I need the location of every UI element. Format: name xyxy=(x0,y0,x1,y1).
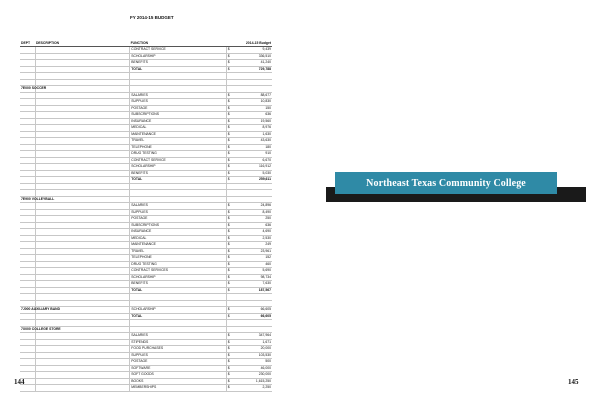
function-cell: MEMBERSHIPS xyxy=(130,385,226,391)
description-cell xyxy=(36,320,130,326)
amount-cell: 636 xyxy=(265,112,272,116)
currency-cell: $ xyxy=(227,365,230,370)
description-cell xyxy=(36,385,130,391)
description-cell xyxy=(36,177,130,183)
function-cell: SCHOLARSHIP xyxy=(130,307,226,313)
dept-cell xyxy=(20,288,36,294)
amount-cell: 10,830 xyxy=(260,99,272,103)
function-cell: STIPENDS xyxy=(130,340,226,346)
description-cell xyxy=(36,216,130,222)
function-cell xyxy=(130,86,226,92)
dept-cell xyxy=(20,54,36,60)
dept-cell xyxy=(20,340,36,346)
description-cell xyxy=(36,346,130,352)
amount-cell: 636 xyxy=(265,222,272,227)
currency-cell xyxy=(227,190,234,196)
amount-cell: 24,896 xyxy=(260,203,272,207)
dept-cell xyxy=(20,359,36,365)
amount-cell: 103,530 xyxy=(258,352,272,357)
dept-cell xyxy=(20,171,36,177)
description-cell xyxy=(36,54,130,60)
function-cell: BENEFITS xyxy=(130,171,226,177)
function-cell: POSTAGE xyxy=(130,359,226,365)
amount-cell: 116,912 xyxy=(259,164,272,168)
function-cell: CONTRACT SERVICE xyxy=(130,158,226,164)
dept-cell xyxy=(20,80,36,86)
description-cell xyxy=(36,262,130,268)
dept-cell xyxy=(20,190,36,196)
currency-cell: $ xyxy=(227,222,230,227)
description-cell xyxy=(36,73,130,79)
dept-cell xyxy=(20,262,36,268)
header-amount: 2014-15 Budget xyxy=(245,40,271,45)
function-cell: SCHOLARSHIP xyxy=(130,164,226,170)
amount-cell: 249 xyxy=(265,242,272,246)
currency-cell: $ xyxy=(227,346,230,350)
amount-cell: 9,439 xyxy=(262,47,272,51)
amount-cell: 5,030 xyxy=(262,170,272,175)
description-cell xyxy=(36,333,130,339)
dept-cell xyxy=(20,177,36,183)
amount-cell: 20,000 xyxy=(260,346,272,350)
amount-cell: 336,510 xyxy=(258,53,272,58)
function-cell: MEDICAL xyxy=(130,125,226,131)
currency-cell: $ xyxy=(227,248,230,253)
function-cell xyxy=(130,327,226,333)
description-cell xyxy=(36,275,130,281)
amount-cell xyxy=(234,86,272,92)
currency-cell xyxy=(227,294,234,300)
amount-cell: 250 xyxy=(265,216,272,220)
header-function: FUNCTION xyxy=(130,40,149,45)
currency-cell: $ xyxy=(227,339,230,344)
amount-cell xyxy=(234,197,272,203)
function-cell: BENEFITS xyxy=(130,60,226,66)
dept-cell xyxy=(20,132,36,138)
function-cell: SALARIES xyxy=(130,333,226,339)
description-cell xyxy=(36,379,130,385)
amount-cell xyxy=(234,294,272,300)
function-cell: MAINTENANCE xyxy=(130,132,226,138)
dept-cell: 7J000 AUXILIARY BAND xyxy=(21,307,61,311)
amount-cell xyxy=(234,327,272,333)
currency-cell: $ xyxy=(227,203,230,207)
function-cell: SOFTWARE xyxy=(130,366,226,372)
amount-cell: 259,611 xyxy=(258,177,272,181)
dept-cell xyxy=(20,320,36,326)
page-number-right: 145 xyxy=(568,378,579,386)
currency-cell: $ xyxy=(227,229,230,233)
currency-cell: $ xyxy=(227,170,230,175)
currency-cell: $ xyxy=(227,385,230,389)
dept-cell xyxy=(20,158,36,164)
dept-cell xyxy=(20,366,36,372)
currency-cell: $ xyxy=(227,313,230,318)
description-cell xyxy=(36,223,130,229)
dept-cell xyxy=(20,236,36,242)
dept-cell xyxy=(20,112,36,118)
function-cell: SALARIES xyxy=(130,203,226,209)
function-cell xyxy=(130,184,226,190)
currency-cell: $ xyxy=(227,151,230,155)
description-cell xyxy=(36,184,130,190)
description-cell xyxy=(36,294,130,300)
currency-cell: $ xyxy=(227,112,230,116)
amount-cell: 19,560 xyxy=(260,118,272,123)
currency-cell: $ xyxy=(227,235,230,240)
function-cell: SUBSCRIPTIONS xyxy=(130,112,226,118)
amount-cell: 1,630 xyxy=(262,131,272,136)
dept-cell xyxy=(20,229,36,235)
amount-cell xyxy=(234,184,272,190)
currency-cell: $ xyxy=(227,333,230,337)
currency-cell: $ xyxy=(227,255,230,259)
budget-table xyxy=(20,38,272,392)
currency-cell xyxy=(227,73,234,79)
amount-cell: 8,976 xyxy=(262,125,272,129)
dept-cell xyxy=(20,314,36,320)
college-banner: Northeast Texas Community College xyxy=(335,172,557,194)
amount-cell: 6,670 xyxy=(262,157,272,162)
amount-cell: 180 xyxy=(265,144,272,149)
function-cell: BOOKS xyxy=(130,379,226,385)
amount-cell: 2,530 xyxy=(262,235,272,240)
description-cell xyxy=(36,47,130,53)
function-cell xyxy=(130,301,226,307)
currency-cell: $ xyxy=(227,47,230,51)
dept-cell xyxy=(20,145,36,151)
function-cell: TRAVEL xyxy=(130,249,226,255)
description-cell xyxy=(36,268,130,274)
dept-cell xyxy=(20,106,36,112)
function-cell: SOFT GOODS xyxy=(130,372,226,378)
description-cell xyxy=(36,60,130,66)
function-cell: SALARIES xyxy=(130,93,226,99)
description-cell xyxy=(36,242,130,248)
header-dept: DEPT xyxy=(21,40,31,45)
description-cell xyxy=(36,359,130,365)
amount-cell: 7,630 xyxy=(262,281,272,285)
description-cell xyxy=(36,210,130,216)
description-cell xyxy=(36,99,130,105)
function-cell: TOTAL xyxy=(130,314,226,320)
currency-cell: $ xyxy=(227,66,230,71)
amount-cell: 152 xyxy=(265,255,272,259)
currency-cell: $ xyxy=(227,164,230,168)
page-title: FY 2014-15 BUDGET xyxy=(130,15,174,20)
function-cell: TOTAL xyxy=(130,67,226,73)
dept-cell xyxy=(20,73,36,79)
page-number-left: 144 xyxy=(14,378,25,386)
function-cell: SUBSCRIPTIONS xyxy=(130,223,226,229)
currency-cell: $ xyxy=(227,131,230,136)
currency-cell: $ xyxy=(227,105,230,110)
currency-cell: $ xyxy=(227,281,230,285)
amount-cell: 910 xyxy=(265,151,272,155)
function-cell: SUPPLIES xyxy=(130,210,226,216)
dept-cell xyxy=(20,353,36,359)
description-cell xyxy=(36,327,130,333)
amount-cell: 187,567 xyxy=(258,287,272,292)
description-cell xyxy=(36,138,130,144)
function-cell: SCHOLARSHIP xyxy=(130,275,226,281)
dept-cell xyxy=(20,281,36,287)
currency-cell: $ xyxy=(227,118,230,123)
description-cell xyxy=(36,171,130,177)
currency-cell: $ xyxy=(227,209,230,214)
description-cell xyxy=(36,106,130,112)
description-cell xyxy=(36,236,130,242)
description-cell xyxy=(36,307,130,313)
dept-cell xyxy=(20,216,36,222)
currency-cell xyxy=(227,80,234,86)
dept-cell xyxy=(20,294,36,300)
currency-cell: $ xyxy=(227,352,230,357)
amount-cell xyxy=(234,301,272,307)
amount-cell: 88,677 xyxy=(260,92,272,97)
description-cell xyxy=(36,93,130,99)
function-cell: TELEPHONE xyxy=(130,255,226,261)
table-row xyxy=(20,385,272,392)
description-cell xyxy=(36,112,130,118)
dept-cell xyxy=(20,67,36,73)
dept-cell xyxy=(20,184,36,190)
amount-cell xyxy=(234,190,272,196)
function-cell xyxy=(130,80,226,86)
function-cell: CONTRACT SERVICES xyxy=(130,268,226,274)
function-cell: INSURANCE xyxy=(130,119,226,125)
dept-cell xyxy=(20,203,36,209)
function-cell xyxy=(130,320,226,326)
currency-cell xyxy=(227,86,234,92)
dept-cell xyxy=(20,268,36,274)
dept-cell: 7E000 SOCCER xyxy=(21,86,47,90)
dept-cell xyxy=(20,119,36,125)
description-cell xyxy=(36,197,130,203)
function-cell: POSTAGE xyxy=(130,106,226,112)
function-cell: TOTAL xyxy=(130,177,226,183)
amount-cell: 230,000 xyxy=(258,372,272,376)
amount-cell: 46,000 xyxy=(260,365,272,370)
dept-cell xyxy=(20,151,36,157)
description-cell xyxy=(36,203,130,209)
function-cell: SCHOLARSHIP xyxy=(130,54,226,60)
description-cell xyxy=(36,80,130,86)
dept-cell xyxy=(20,275,36,281)
description-cell xyxy=(36,314,130,320)
currency-cell: $ xyxy=(227,92,230,97)
function-cell: DRUG TESTING xyxy=(130,262,226,268)
currency-cell: $ xyxy=(227,144,230,149)
amount-cell: 729,788 xyxy=(258,66,272,71)
amount-cell: 500 xyxy=(265,359,272,363)
amount-cell: 23,961 xyxy=(260,248,272,253)
description-cell xyxy=(36,190,130,196)
currency-cell: $ xyxy=(227,359,230,363)
currency-cell: $ xyxy=(227,261,230,266)
currency-cell: $ xyxy=(227,242,230,246)
dept-cell xyxy=(20,99,36,105)
function-cell: POSTAGE xyxy=(130,216,226,222)
description-cell xyxy=(36,158,130,164)
amount-cell: 5,690 xyxy=(262,268,272,272)
description-cell xyxy=(36,86,130,92)
amount-cell xyxy=(234,73,272,79)
currency-cell: $ xyxy=(227,268,230,272)
amount-cell xyxy=(234,80,272,86)
function-cell: TELEPHONE xyxy=(130,145,226,151)
amount-cell: 98,734 xyxy=(260,274,272,279)
amount-cell: 8,490 xyxy=(262,209,272,214)
amount-cell: 4,690 xyxy=(262,229,272,233)
amount-cell: 41,240 xyxy=(260,60,272,64)
dept-cell xyxy=(20,223,36,229)
dept-cell xyxy=(20,93,36,99)
function-cell: MAINTENANCE xyxy=(130,242,226,248)
function-cell: FOOD PURCHASES xyxy=(130,346,226,352)
function-cell: MEDICAL xyxy=(130,236,226,242)
description-cell xyxy=(36,164,130,170)
currency-cell: $ xyxy=(227,274,230,279)
amount-cell: 66,605 xyxy=(260,307,271,311)
description-cell xyxy=(36,249,130,255)
dept-cell xyxy=(20,60,36,66)
description-cell xyxy=(36,372,130,378)
table-body xyxy=(20,47,272,392)
dept-cell xyxy=(20,346,36,352)
description-cell xyxy=(36,366,130,372)
description-cell xyxy=(36,145,130,151)
function-cell: INSURANCE xyxy=(130,229,226,235)
currency-cell xyxy=(227,301,234,307)
function-cell xyxy=(130,197,226,203)
amount-cell: 347,964 xyxy=(258,333,272,337)
function-cell: DRUG TESTING xyxy=(130,151,226,157)
amount-cell: 150 xyxy=(265,105,272,110)
description-cell xyxy=(36,125,130,131)
currency-cell: $ xyxy=(227,99,230,103)
amount-cell xyxy=(234,320,272,326)
currency-cell xyxy=(227,184,234,190)
dept-cell xyxy=(20,372,36,378)
amount-cell: 1,671 xyxy=(262,339,272,344)
dept-cell xyxy=(20,210,36,216)
function-cell: SUPPLIES xyxy=(130,99,226,105)
dept-cell xyxy=(20,138,36,144)
description-cell xyxy=(36,119,130,125)
dept-cell: 7E900 VOLLEYBALL xyxy=(21,196,55,201)
currency-cell xyxy=(227,327,234,333)
function-cell: TOTAL xyxy=(130,288,226,294)
function-cell xyxy=(130,190,226,196)
dept-cell xyxy=(20,249,36,255)
currency-cell: $ xyxy=(227,53,230,58)
function-cell: CONTRACT SERVICE xyxy=(130,47,226,53)
currency-cell: $ xyxy=(227,378,230,383)
function-cell xyxy=(130,294,226,300)
dept-cell xyxy=(20,47,36,53)
description-cell xyxy=(36,229,130,235)
description-cell xyxy=(36,353,130,359)
header-description: DESCRIPTION xyxy=(35,40,60,45)
currency-cell: $ xyxy=(227,287,230,292)
currency-cell xyxy=(227,320,234,326)
currency-cell: $ xyxy=(227,157,230,162)
function-cell: SUPPLIES xyxy=(130,353,226,359)
currency-cell: $ xyxy=(227,307,230,311)
dept-cell xyxy=(20,125,36,131)
description-cell xyxy=(36,301,130,307)
table-header xyxy=(20,38,272,47)
description-cell xyxy=(36,132,130,138)
description-cell xyxy=(36,281,130,287)
currency-cell xyxy=(227,197,234,203)
amount-cell: 2,250 xyxy=(262,385,272,389)
currency-cell: $ xyxy=(227,216,230,220)
currency-cell: $ xyxy=(227,138,230,142)
dept-cell xyxy=(20,333,36,339)
description-cell xyxy=(36,255,130,261)
description-cell xyxy=(36,151,130,157)
amount-cell: 43,630 xyxy=(260,138,272,142)
dept-cell: 7X000 COLLEGE STORE xyxy=(21,326,61,331)
amount-cell: 460 xyxy=(265,261,272,266)
dept-cell xyxy=(20,242,36,248)
dept-cell xyxy=(20,301,36,307)
amount-cell: 66,605 xyxy=(260,313,272,318)
description-cell xyxy=(36,67,130,73)
dept-cell xyxy=(20,164,36,170)
function-cell: TRAVEL xyxy=(130,138,226,144)
currency-cell: $ xyxy=(227,60,230,64)
currency-cell: $ xyxy=(227,125,230,129)
dept-cell xyxy=(20,255,36,261)
function-cell xyxy=(130,73,226,79)
currency-cell: $ xyxy=(227,177,230,181)
function-cell: BENEFITS xyxy=(130,281,226,287)
amount-cell: 1,615,250 xyxy=(255,378,272,383)
currency-cell: $ xyxy=(227,372,230,376)
description-cell xyxy=(36,288,130,294)
description-cell xyxy=(36,340,130,346)
